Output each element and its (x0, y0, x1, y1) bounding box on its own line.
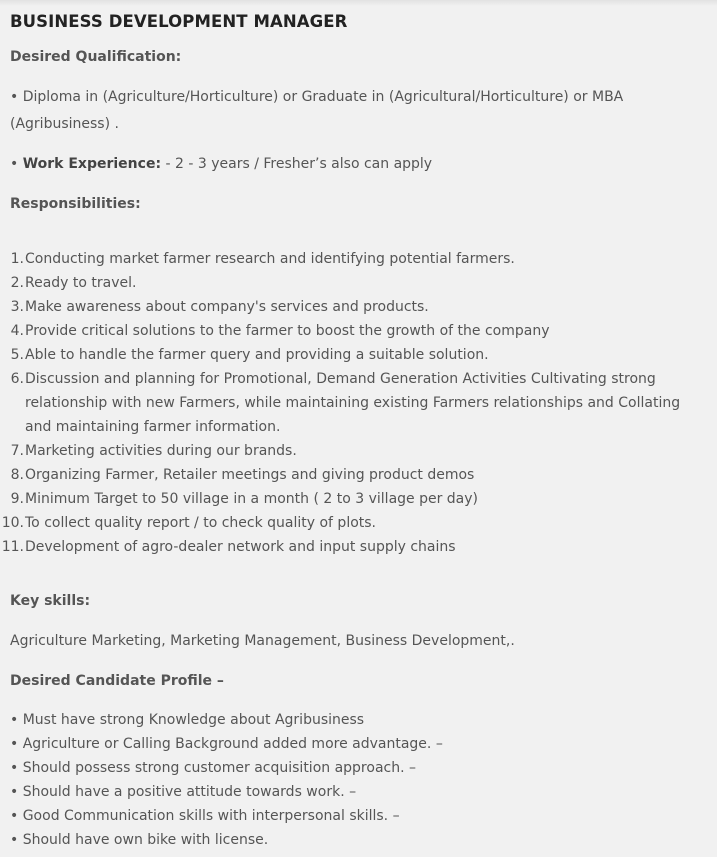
list-number: 4. (10, 323, 24, 339)
list-item: • Should possess strong customer acquisition approach. – (10, 760, 416, 776)
list-item: • Good Communication skills with interpersonal skills. – (10, 808, 400, 824)
work-experience-label: Work Experience: (22, 156, 162, 172)
work-experience-value: - 2 - 3 years / Fresher’s also can apply (161, 156, 433, 172)
list-number: 5. (10, 347, 24, 363)
list-number: 10. (1, 515, 24, 531)
list-item (0, 247, 700, 271)
list-item (0, 367, 700, 439)
list-number: 6. (10, 371, 24, 387)
qualification-heading: Desired Qualification: (10, 49, 182, 65)
top-shadow (0, 0, 717, 6)
list-item (0, 535, 700, 559)
list-item (0, 487, 700, 511)
list-text: Ready to travel. (25, 275, 137, 291)
list-number: 8. (10, 467, 24, 483)
work-experience (10, 156, 432, 172)
list-text: Make awareness about company's services and products. (25, 299, 429, 315)
list-text: Development of agro-dealer network and input supply chains (25, 539, 456, 555)
responsibilities-heading: Responsibilities: (10, 196, 141, 212)
list-item (0, 295, 700, 319)
list-text: Discussion and planning for Promotional, Demand Generation Activities Cultivating strong relationship with new Farmers, while maintaining existing Farmers relationships and Collating and maintaining farmer information. (25, 371, 681, 435)
list-item (0, 343, 700, 367)
list-item (0, 463, 700, 487)
candidate-profile-list (10, 708, 443, 852)
responsibilities-list (0, 247, 700, 559)
list-text: Minimum Target to 50 village in a month ( 2 to 3 village per day) (25, 491, 479, 507)
list-item: • Must have strong Knowledge about Agribusiness (10, 712, 365, 728)
list-number: 11. (1, 539, 24, 555)
work-experience-bullet: • (10, 156, 23, 172)
list-number: 7. (10, 443, 24, 459)
candidate-profile-heading: Desired Candidate Profile – (10, 673, 224, 689)
list-text: Able to handle the farmer query and providing a suitable solution. (25, 347, 489, 363)
list-item (0, 511, 700, 535)
job-title: BUSINESS DEVELOPMENT MANAGER (10, 12, 348, 31)
list-item (0, 319, 700, 343)
list-text: Organizing Farmer, Retailer meetings and giving product demos (25, 467, 475, 483)
list-text: Provide critical solutions to the farmer to boost the growth of the company (25, 323, 550, 339)
list-text: To collect quality report / to check quality of plots. (25, 515, 377, 531)
list-item: • Agriculture or Calling Background added more advantage. – (10, 736, 443, 752)
list-item (0, 271, 700, 295)
list-item (0, 439, 700, 463)
key-skills-text: Agriculture Marketing, Marketing Management, Business Development,. (10, 633, 515, 649)
list-number: 3. (10, 299, 24, 315)
qualification-text: • Diploma in (Agriculture/Horticulture) or Graduate in (Agricultural/Horticulture) or MBA (Agribusiness) . (10, 89, 624, 132)
list-text: Conducting market farmer research and identifying potential farmers. (25, 251, 515, 267)
list-number: 9. (10, 491, 24, 507)
list-item: • Should have own bike with license. (10, 832, 269, 848)
list-text: Marketing activities during our brands. (25, 443, 297, 459)
list-number: 1. (10, 251, 24, 267)
key-skills-heading: Key skills: (10, 593, 91, 609)
list-item: • Should have a positive attitude towards work. – (10, 784, 357, 800)
list-number: 2. (10, 275, 24, 291)
